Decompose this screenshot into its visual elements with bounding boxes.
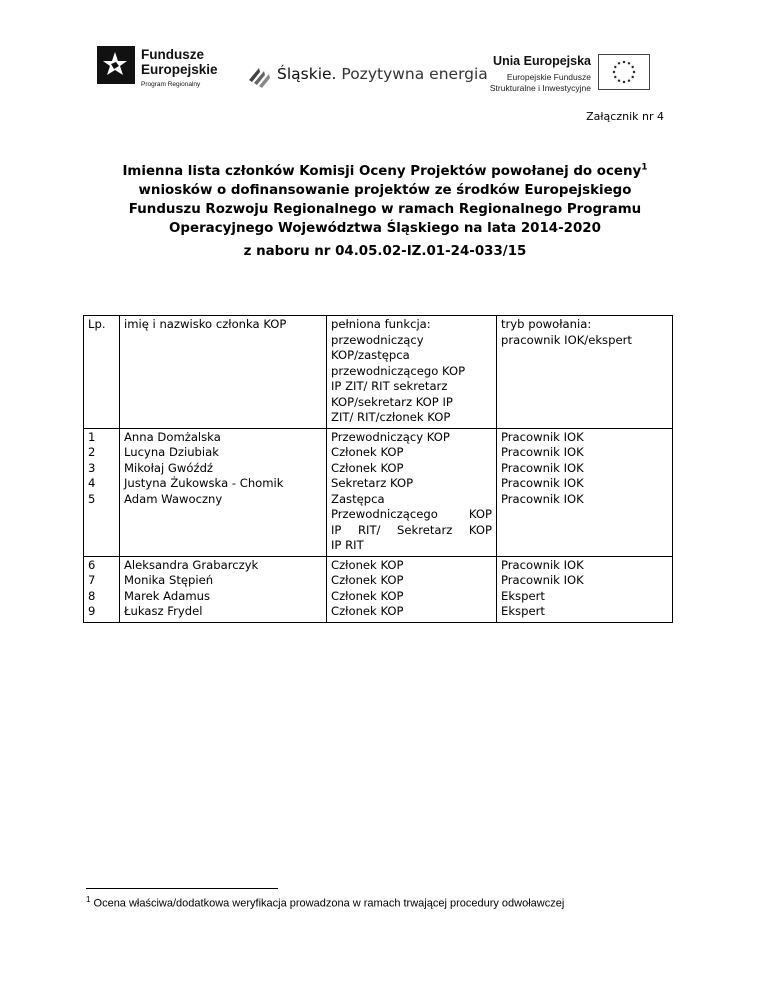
eu-logo <box>477 40 675 104</box>
member-function: Przewodniczący KOP <box>331 429 450 444</box>
call-number: z naboru nr 04.05.02-IZ.01-24-033/15 <box>243 244 527 259</box>
member-name: Lucyna Dziubiak <box>124 445 219 459</box>
header-function-line: KOP/zastępca <box>331 348 410 362</box>
header-name: imię i nazwisko członka KOP <box>120 316 327 429</box>
group1-name-cell <box>120 428 327 556</box>
footnote-text: Ocena właściwa/dodatkowa weryfikacja prowadzona w ramach trwającej procedury odwoławczej <box>93 897 565 910</box>
member-name: Adam Wawoczny <box>124 491 223 506</box>
title-line2: wniosków o dofinansowanie projektów ze środków Europejskiego <box>138 183 632 198</box>
title-footnote-ref: 1 <box>641 162 648 173</box>
member-mode: Pracownik IOK <box>501 460 584 475</box>
group2-function-cell <box>327 556 497 622</box>
fe-logo-line2: Europejskie <box>141 62 218 77</box>
member-name: Marek Adamus <box>124 588 211 603</box>
member-mode: Ekspert <box>501 604 545 618</box>
footnote <box>86 895 564 910</box>
member-function: Członek KOP <box>331 573 404 587</box>
member-name: Mikołaj Gwóźdź <box>124 460 214 475</box>
title-line3: Funduszu Rozwoju Regionalnego w ramach Regionalnego Programu <box>128 202 642 217</box>
header-lp: Lp. <box>84 316 120 429</box>
group2-mode-cell <box>497 556 673 622</box>
title-line4: Operacyjnego Województwa Śląskiego na lata 2014-2020 <box>169 221 601 236</box>
logo-bar <box>97 40 675 104</box>
member-function: IP RIT/ Sekretarz KOP <box>331 522 492 537</box>
fundusze-europejskie-logo <box>97 44 218 102</box>
header-function <box>327 316 497 429</box>
fe-logo-sub: Program Regionalny <box>141 81 201 88</box>
member-mode: Pracownik IOK <box>501 445 584 459</box>
footnote-marker: 1 <box>86 895 91 904</box>
slaskie-wave-icon <box>247 64 273 88</box>
member-function: Członek KOP <box>331 604 404 618</box>
title-line1-text: Imienna lista członków Komisji Oceny Projektów powołanej do oceny <box>122 164 642 179</box>
eu-logo-title: Unia Europejska <box>493 54 591 68</box>
header-function-line: pełniona funkcja: <box>331 317 431 331</box>
lp-value: 3 <box>88 460 96 475</box>
member-function: Zastępca <box>331 491 385 506</box>
member-name: Monika Stępień <box>124 573 214 587</box>
member-function: Członek KOP <box>331 445 404 459</box>
group1-mode-cell <box>497 428 673 556</box>
lp-value: 7 <box>88 573 96 587</box>
group1-lp-cell <box>84 428 120 556</box>
slaskie-tagline: Pozytywna energia <box>341 65 488 83</box>
header-function-line: ZIT/ RIT/członek KOP <box>331 410 451 424</box>
group1-function-cell <box>327 428 497 556</box>
member-mode: Pracownik IOK <box>501 491 584 506</box>
table-row-group1 <box>84 428 673 556</box>
lp-value: 8 <box>88 588 96 603</box>
member-function: Przewodniczącego KOP <box>331 507 492 521</box>
member-function: Sekretarz KOP <box>331 476 414 490</box>
slaskie-name: Śląskie. <box>277 65 337 83</box>
member-function: Członek KOP <box>331 460 404 475</box>
table-row-group2 <box>84 556 673 622</box>
member-mode: Pracownik IOK <box>501 557 584 572</box>
member-mode: Pracownik IOK <box>501 429 584 444</box>
fe-star-icon <box>97 46 135 84</box>
member-name: Łukasz Frydel <box>124 604 203 618</box>
lp-value: 6 <box>88 557 96 572</box>
header-function-line: IP ZIT/ RIT sekretarz <box>331 379 448 393</box>
annex-label: Załącznik nr 4 <box>586 110 664 123</box>
member-name: Anna Domżalska <box>124 429 221 444</box>
header-function-line: przewodniczącego KOP <box>331 363 466 378</box>
title-line1 <box>100 162 670 181</box>
document-title <box>100 162 670 238</box>
group2-lp-cell <box>84 556 120 622</box>
header-mode <box>497 316 673 429</box>
member-name: Justyna Żukowska - Chomik <box>124 476 284 490</box>
member-function: Członek KOP <box>331 588 404 603</box>
member-mode: Pracownik IOK <box>501 476 584 490</box>
lp-value: 2 <box>88 445 96 459</box>
kop-members-table <box>83 315 673 623</box>
header-mode-line: pracownik IOK/ekspert <box>501 332 632 347</box>
eu-logo-sub1: Europejskie Fundusze <box>506 72 591 82</box>
eu-logo-sub2: Strukturalne i Inwestycyjne <box>489 82 591 93</box>
member-mode: Pracownik IOK <box>501 573 584 587</box>
member-function: Członek KOP <box>331 557 404 572</box>
eu-flag-icon <box>598 54 650 90</box>
lp-value: 4 <box>88 476 96 490</box>
header-function-line: przewodniczący <box>331 332 424 347</box>
group2-name-cell <box>120 556 327 622</box>
footnote-rule <box>86 888 278 889</box>
header-mode-line: tryb powołania: <box>501 317 592 331</box>
fe-logo-line1: Fundusze <box>141 47 204 62</box>
lp-value: 5 <box>88 491 96 506</box>
table-header-row <box>84 316 673 429</box>
member-mode: Ekspert <box>501 588 545 603</box>
header-function-line: KOP/sekretarz KOP IP <box>331 394 453 409</box>
member-function: IP RIT <box>331 538 364 552</box>
member-name: Aleksandra Grabarczyk <box>124 557 259 572</box>
lp-value: 9 <box>88 604 96 618</box>
lp-value: 1 <box>88 429 96 444</box>
